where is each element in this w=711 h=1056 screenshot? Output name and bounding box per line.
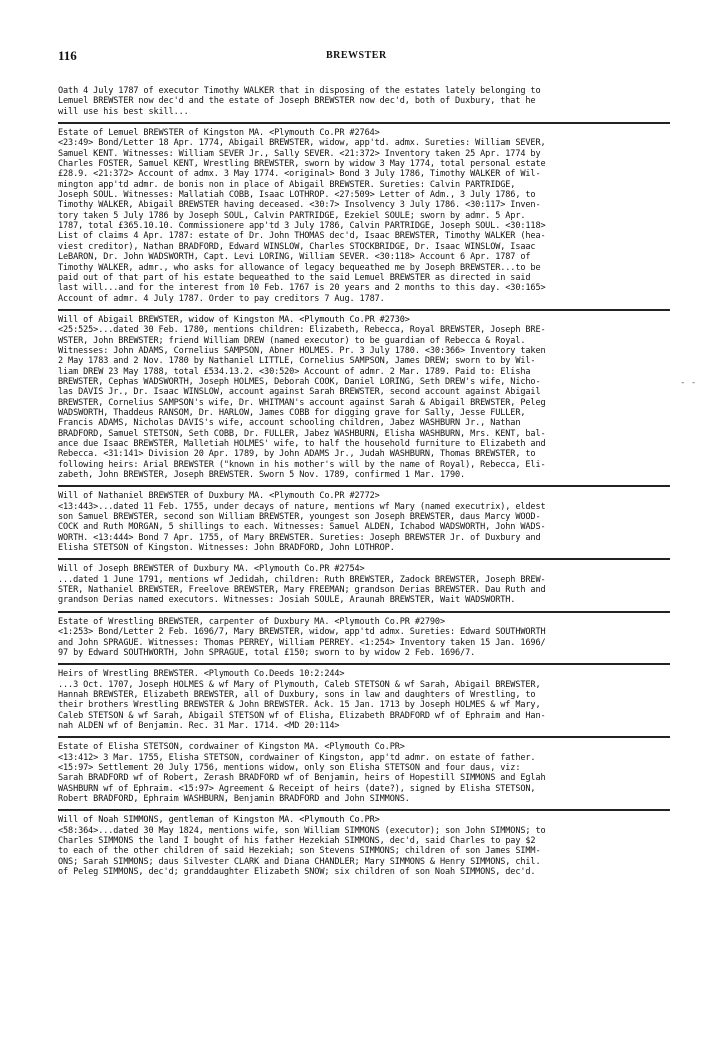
entry-text-line: STER, Nathaniel BREWSTER, Freelove BREWSTER, Mary FREEMAN; grandson Derias BREWSTER. Dau Ruth and [58,585,546,596]
entry-text-line: LeBARON, Dr. John WADSWORTH, Capt. Levi LORING, William SEVER. <30:118> Account 6 Apr. 1787 of [58,252,531,263]
entry-text-line: to each of the other children of said Hezekiah; son Stevens SIMMONS; children of son James SIMM- [58,846,541,857]
entry-divider [58,309,670,311]
record-entry [58,617,670,658]
entry-text-line: Lemuel BREWSTER now dec'd and the estate of Joseph BREWSTER now dec'd, both of Duxbury, that he [58,96,536,107]
entry-text-line: Hannah BREWSTER, Elizabeth BREWSTER, all of Duxbury, sons in law and daughters of Wrestling, to [58,689,536,700]
entry-text-line: WASHBURN wf of Ephraim. <15:97> Agreement & Receipt of heirs (date?), signed by Elisha STETSON, [58,783,536,794]
entry-text-line: grandson Derias named executors. Witnesses: Josiah SOULE, Araunah BREWSTER, Wait WADSWORTH. [58,595,516,606]
entry-text-line: WADSWORTH, Thaddeus RANSOM, Dr. HARLOW, James COBB for digging grave for Sally, Jesse FULLER, [58,407,526,418]
entry-heading-line: Estate of Elisha STETSON, cordwainer of Kingston MA. <Plymouth Co.PR> [58,742,405,753]
entry-divider [58,809,670,811]
entry-text-line: Oath 4 July 1787 of executor Timothy WALKER that in disposing of the estates lately belonging to [58,86,541,96]
entry-text-line: Timothy WALKER, admr., who asks for allowance of legacy bequeathed me by Joseph BREWSTER...to be [58,262,541,273]
entry-text-line: Joseph SOUL. Witnesses: Mallatiah COBB, Isaac LOTHROP. <27:509> Letter of Adm., 3 July 1786, to [58,190,536,201]
entry-text-line: and John SPRAGUE. Witnesses: Thomas PERREY, William PERREY. <1:254> Inventory taken 15 Jan. 1696/ [58,637,546,648]
entry-text-line: <58:364>...dated 30 May 1824, mentions wife, son William SIMMONS (executor); son John SIMMONS; to [58,825,546,836]
entry-text-line: las DAVIS Jr., Dr. Isaac WINSLOW, account against Sarah BREWSTER, second account against Abigail [58,387,541,398]
running-head: BREWSTER [326,50,387,61]
record-entry [58,669,670,731]
entry-text-line: <1:253> Bond/Letter 2 Feb. 1696/7, Mary BREWSTER, widow, app'td admx. Sureties: Edward SOUTHWORTH [58,627,546,638]
entry-text-line: paid out of that part of his estate bequeathed to the said Lemuel BREWSTER as directed in said [58,272,531,283]
entry-text-line: 2 May 1783 and 2 Nov. 1780 by Nathaniel LITTLE, Cornelius SAMPSON, James DREW; sworn to by Wil- [58,356,536,367]
entry-divider [58,485,670,487]
entry-text-line: Francis ADAMS, Nicholas DAVIS's wife, account schooling children, Jabez WASHBURN Jr., Nathan [58,418,521,429]
entry-text-line: zabeth, John BREWSTER, Joseph BREWSTER. Sworn 5 Nov. 1789, confirmed 1 Mar. 1790. [58,470,466,481]
entry-text-line: mington app'td admr. de bonis non in place of Abigail BREWSTER. Sureties: Calvin PARTRIDGE, [58,179,516,190]
entry-text-line: BREWSTER, Cornelius SAMPSON's wife, Dr. WHITMAN's account against Sarah & Abigail BREWSTER, Peleg [58,397,546,408]
stray-mark: - - [680,378,697,388]
entry-divider [58,736,670,738]
entry-text-line: WSTER, John BREWSTER; friend William DREW (named executor) to be guardian of Rebecca & Royal. [58,335,526,346]
entry-text-line: son Samuel BREWSTER, second son William BREWSTER, youngest son Joseph BREWSTER, daus Marcy WOOD- [58,512,541,523]
page-number: 116 [58,48,77,63]
entry-text-line: nah ALDEN wf of Benjamin. Rec. 31 Mar. 1714. <MD 20:114> [58,720,340,731]
entry-text-line: <13:412> 3 Mar. 1755, Elisha STETSON, cordwainer of Kingston, app'td admr. on estate of father. [58,752,536,763]
record-entry [58,86,670,117]
entry-text-line: last will...and for the interest from 10 Feb. 1767 is 20 years and 2 months to this day. <30:165> [58,283,546,294]
entry-text-line: of Peleg SIMMONS, dec'd; granddaughter Elizabeth SNOW; six children of son Noah SIMMONS, dec'd. [58,867,536,878]
entry-text-line: Witnesses: John ADAMS, Cornelius SAMPSON, Abner HOLMES. Pr. 3 July 1780. <30:366> Inventory taken [58,345,546,356]
entry-text-line: their brothers Wrestling BREWSTER & John BREWSTER. Ack. 15 Jan. 1713 by Joseph HOLMES & wf Mary, [58,700,541,711]
entry-text-line: <23:49> Bond/Letter 18 Apr. 1774, Abigail BREWSTER, widow, app'td. admx. Sureties: William SEVER, [58,138,546,149]
entry-text-line: Elisha STETSON of Kingston. Witnesses: John BRADFORD, John LOTHROP. [58,543,395,554]
entry-text-line: ONS; Sarah SIMMONS; daus Silvester CLARK and Diana CHANDLER; Mary SIMMONS & Henry SIMMONS, chil. [58,856,541,867]
entry-divider [58,122,670,124]
entry-heading-line: Will of Abigail BREWSTER, widow of Kingston MA. <Plymouth Co.PR #2730> [58,314,410,325]
entry-text-line: WORTH. <13:444> Bond 7 Apr. 1755, of Mary BREWSTER. Sureties: Joseph BREWSTER Jr. of Duxbury and [58,532,541,543]
entry-heading-line: Estate of Wrestling BREWSTER, carpenter of Duxbury MA. <Plymouth Co.PR #2790> [58,616,445,627]
entry-text-line: tory taken 5 July 1786 by Joseph SOUL, Calvin PARTRIDGE, Ezekiel SOULE; sworn by admr. 5 Apr. [58,210,526,221]
entry-text-line: 1787, total £365.10.10. Commissionere app'td 3 July 1786, Calvin PARTRIDGE, Joseph SOUL. <30:118> [58,221,546,232]
entry-text-line: following heirs: Arial BREWSTER ("known in his mother's will by the name of Royal), Rebecca, Eli- [58,459,546,470]
entry-text-line: BRADFORD, Samuel STETSON, Seth COBB, Dr. FULLER, Jabez WASHBURN, Elisha WASHBURN, Mrs. KENT, bal- [58,428,546,439]
entry-text-line: ...dated 1 June 1791, mentions wf Jedidah, children: Ruth BREWSTER, Zadock BREWSTER, Joseph BREW- [58,574,546,585]
entry-text-line: <25:525>...dated 30 Feb. 1780, mentions children: Elizabeth, Rebecca, Royal BREWSTER, Joseph BRE- [58,325,546,336]
entry-text-line: ...3 Oct. 1707, Joseph HOLMES & wf Mary of Plymouth, Caleb STETSON & wf Sarah, Abigail BREWSTER, [58,679,541,690]
entry-text-line: liam DREW 23 May 1788, total £534.13.2. <30:520> Account of admr. 2 Mar. 1789. Paid to: Elisha [58,366,531,377]
entry-text-line: Samuel KENT. Witnesses: William SEVER Jr., Sally SEVER. <21:372> Inventory taken 25 Apr. 1774 by [58,148,541,159]
entry-text-line: COCK and Ruth MORGAN, 5 shillings to each. Witnesses: Samuel ALDEN, Ichabod WADSWORTH, John WADS- [58,522,546,533]
entry-divider [58,558,670,560]
entry-text-line: Timothy WALKER, Abigail BREWSTER having deceased. <30:7> Insolvency 3 July 1786. <30:117> Inven- [58,200,541,211]
record-entry [58,564,670,605]
entry-divider [58,663,670,665]
entry-text-line: 97 by Edward SOUTHWORTH, John SPRAGUE, total £150; sworn to by widow 2 Feb. 1696/7. [58,647,476,658]
entry-divider [58,611,670,613]
entry-heading-line: Will of Joseph BREWSTER of Duxbury MA. <Plymouth Co.PR #2754> [58,564,365,575]
entry-text-line: Rebecca. <31:141> Division 20 Apr. 1789, by John ADAMS Jr., Judah WASHBURN, Thomas BREWSTER, to [58,449,536,460]
entry-heading-line: Will of Nathaniel BREWSTER of Duxbury MA. <Plymouth Co.PR #2772> [58,491,380,502]
entry-text-line: viest creditor), Nathan BRADFORD, Edward WINSLOW, Charles STOCKBRIDGE, Dr. Isaac WINSLOW, Isaac [58,241,536,252]
entry-text-line: £28.9. <21:372> Account of admx. 3 May 1774. <original> Bond 3 July 1786, Timothy WALKER of Wil- [58,169,541,180]
entry-text-line: Sarah BRADFORD wf of Robert, Zerash BRADFORD wf of Benjamin, heirs of Hopestill SIMMONS and Eglah [58,773,546,784]
page-body [58,86,670,877]
entry-heading-line: Heirs of Wrestling BREWSTER. <Plymouth Co.Deeds 10:2:244> [58,669,345,680]
entry-text-line: Account of admr. 4 July 1787. Order to pay creditors 7 Aug. 1787. [58,293,385,304]
record-entry [58,815,670,877]
record-entry [58,742,670,804]
entry-text-line: Charles FOSTER, Samuel KENT, Wrestling BREWSTER, sworn by widow 3 May 1774, total personal estate [58,159,546,170]
entry-text-line: Caleb STETSON & wf Sarah, Abigail STETSON wf of Elisha, Elizabeth BRADFORD wf of Ephraim and Han- [58,710,546,721]
entry-heading-line: Will of Noah SIMMONS, gentleman of Kingston MA. <Plymouth Co.PR> [58,815,380,826]
entry-text-line: List of claims 4 Apr. 1787: estate of Dr. John THOMAS dec'd, Isaac BREWSTER, Timothy WALKER (hea- [58,231,546,242]
entry-text-line: ance due Isaac BREWSTER, Malletiah HOLMES' wife, to half the household furniture to Elizabeth and [58,439,546,449]
record-entry [58,315,670,481]
record-entry [58,491,670,553]
entry-text-line: <13:443>...dated 11 Feb. 1755, under decays of nature, mentions wf Mary (named executrix), eldest [58,501,546,512]
entry-text-line: Charles SIMMONS the land I bought of his father Hezekiah SIMMONS, dec'd, said Charles to pay $2 [58,836,536,846]
record-entry [58,128,670,304]
entry-text-line: <15:97> Settlement 20 July 1756, mentions widow, only son Elisha STETSON and four daus, viz: [58,762,521,773]
entry-text-line: BREWSTER, Cephas WADSWORTH, Joseph HOLMES, Deborah COOK, Daniel LORING, Seth DREW's wife, Nicho- [58,376,541,387]
entry-text-line: will use his best skill... [58,106,189,117]
entry-heading-line: Estate of Lemuel BREWSTER of Kingston MA. <Plymouth Co.PR #2764> [58,128,380,139]
entry-text-line: Robert BRADFORD, Ephraim WASHBURN, Benjamin BRADFORD and John SIMMONS. [58,793,410,804]
